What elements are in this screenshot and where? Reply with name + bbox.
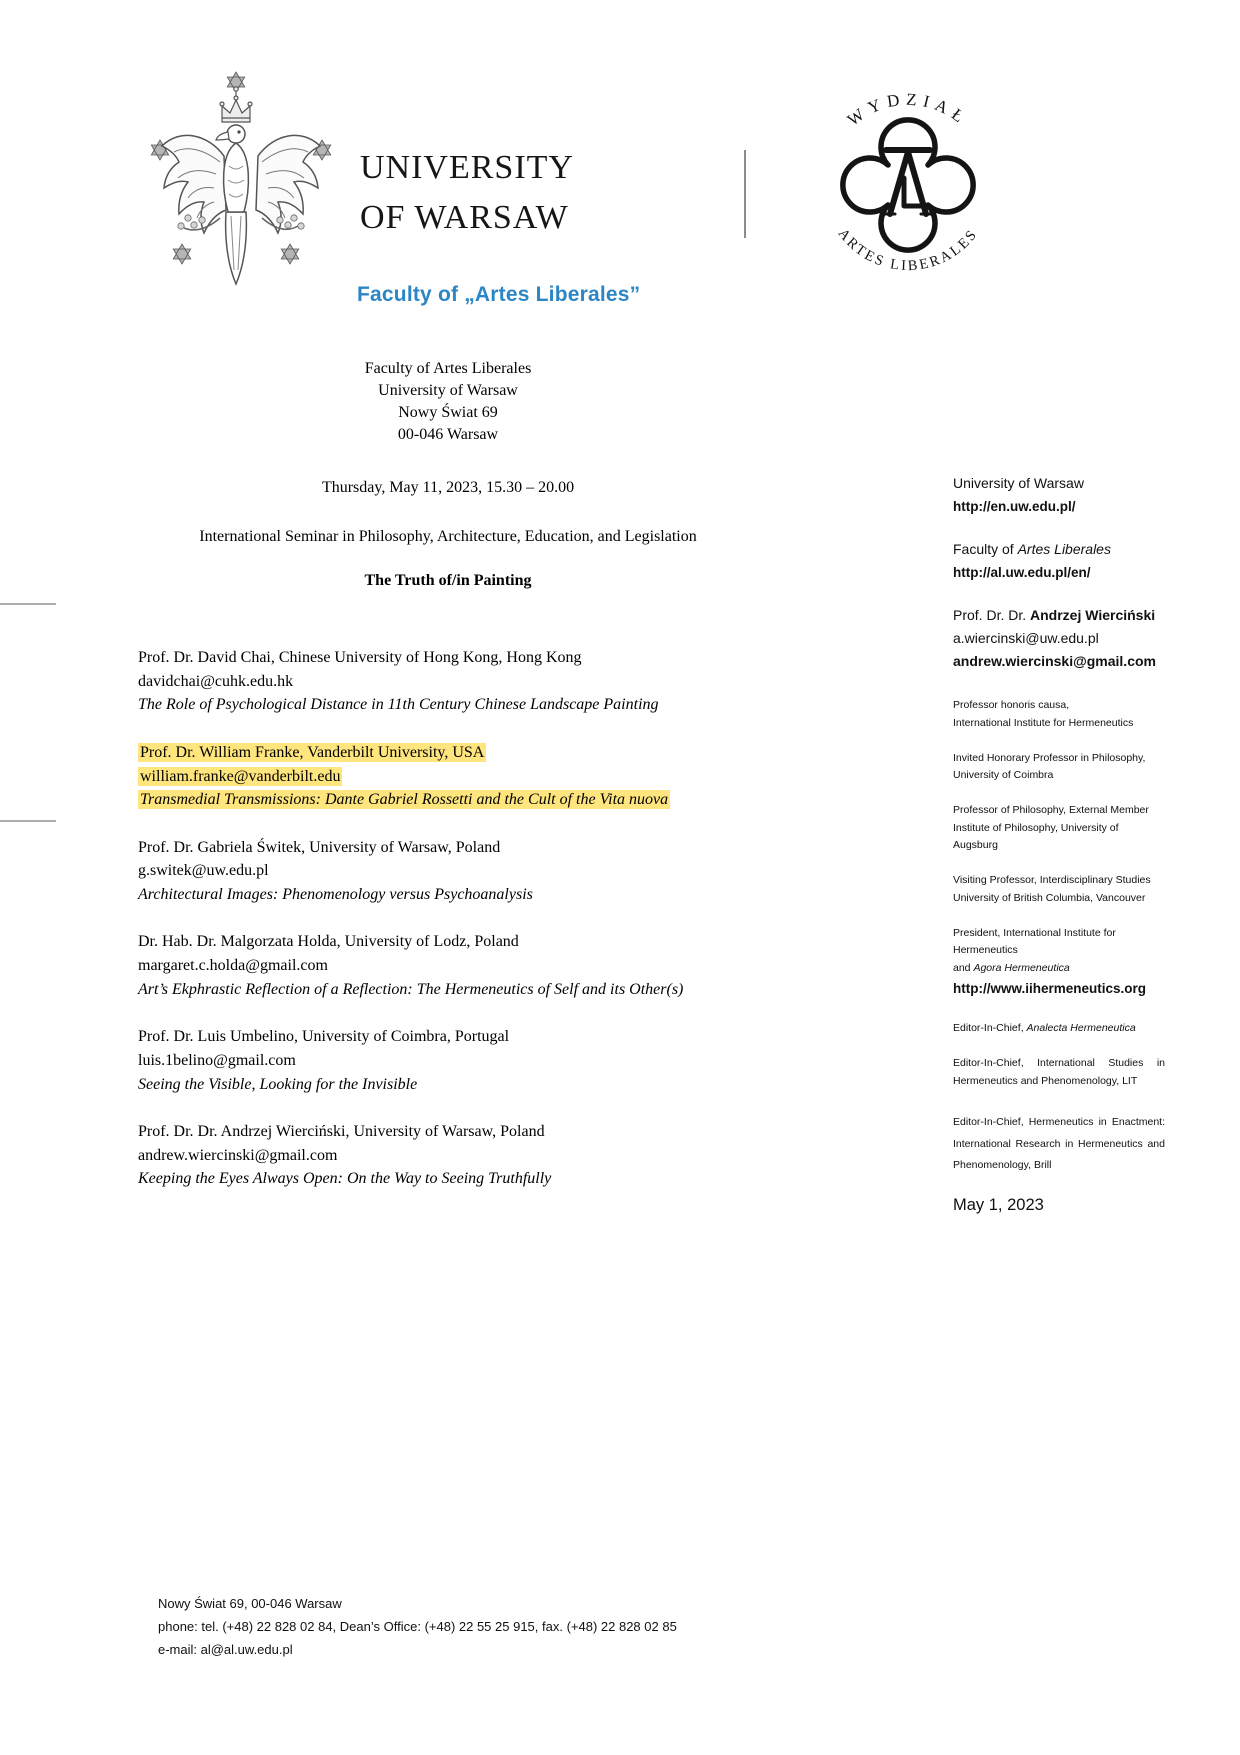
speaker-email: davidchai@cuhk.edu.hk xyxy=(138,672,294,690)
uw-eagle-logo xyxy=(150,70,332,312)
sidebar-credential: Professor honoris causa, International Institute for Hermeneutics xyxy=(953,699,1134,729)
sidebar-person-email-uw: a.wiercinski@uw.edu.pl xyxy=(953,630,1099,646)
speaker-name: Prof. Dr. William Franke, Vanderbilt University, USA xyxy=(140,743,485,761)
seminar-series-title: International Seminar in Philosophy, Architecture, Education, and Legislation xyxy=(199,528,697,545)
address-line: 00-046 Warsaw xyxy=(397,426,499,443)
sidebar-date: May 1, 2023 xyxy=(953,1196,1044,1214)
speaker-talk-title: Architectural Images: Phenomenology versus Psychoanalysis xyxy=(138,886,533,903)
seal-bottom-text: ARTES LIBERALES xyxy=(834,225,982,275)
address-line: Faculty of Artes Liberales xyxy=(364,360,532,377)
speaker-name: Prof. Dr. David Chai, Chinese University of Hong Kong, Hong Kong xyxy=(138,649,582,666)
footer-phone: phone: tel. (+48) 22 828 02 84, Dean’s Office: (+48) 22 55 25 915, fax. (+48) 22 828 02 85 xyxy=(158,1619,677,1634)
speaker-email: luis.1belino@gmail.com xyxy=(138,1051,296,1069)
university-wordmark-line1: UNIVERSITY xyxy=(360,149,574,186)
speaker-email: andrew.wiercinski@gmail.com xyxy=(138,1146,338,1164)
speaker-name: Prof. Dr. Luis Umbelino, University of Coimbra, Portugal xyxy=(138,1028,510,1046)
speaker-entry xyxy=(138,930,878,1001)
faculty-name-heading: Faculty of „Artes Liberales” xyxy=(357,283,641,306)
event-title: The Truth of/in Painting xyxy=(364,572,532,589)
speaker-entry-highlighted xyxy=(138,741,878,812)
fold-mark xyxy=(0,603,56,605)
svg-text:WYDZIAŁ xyxy=(844,90,973,130)
speaker-talk-title: Art’s Ekphrastic Reflection of a Reflection: The Hermeneutics of Self and its Other(s) xyxy=(138,980,684,998)
speaker-name: Dr. Hab. Dr. Malgorzata Holda, University of Lodz, Poland xyxy=(138,933,519,951)
sidebar xyxy=(953,472,1165,1217)
seal-top-text: WYDZIAŁ xyxy=(843,89,973,130)
sidebar-credential: Visiting Professor, Interdisciplinary Studies University of British Columbia, Vancouver xyxy=(953,874,1151,904)
footer xyxy=(158,1592,677,1661)
speaker-entry xyxy=(138,1120,878,1191)
sidebar-faculty-name: Faculty of Artes Liberales xyxy=(953,541,1111,557)
eagle-beak xyxy=(216,132,229,140)
speaker-entry xyxy=(138,836,878,907)
sidebar-credential: Invited Honorary Professor in Philosophy, University of Coimbra xyxy=(953,751,1146,781)
sidebar-person-email-gmail: andrew.wiercinski@gmail.com xyxy=(953,653,1156,669)
speaker-talk-title: Transmedial Transmissions: Dante Gabriel Rossetti and the Cult of the Vita nuova xyxy=(140,791,669,809)
header-divider xyxy=(744,150,746,238)
eagle-crown xyxy=(220,87,252,122)
speaker-name: Prof. Dr. Dr. Andrzej Wierciński, University of Warsaw, Poland xyxy=(138,1122,545,1140)
sidebar-iih-url: http://www.iihermeneutics.org xyxy=(953,981,1147,996)
seal-monogram-strokes xyxy=(885,150,931,214)
sidebar-credential: Editor-In-Chief, International Studies in Hermeneutics and Phenomenology, LIT xyxy=(953,1057,1165,1087)
speaker-entry xyxy=(138,1025,878,1096)
sidebar-university-url: http://en.uw.edu.pl/ xyxy=(953,499,1076,514)
eagle-head xyxy=(227,125,245,143)
speaker-email: william.franke@vanderbilt.edu xyxy=(140,767,341,785)
sidebar-credential: Professor of Philosophy, External Member Institute of Philosophy, University of Augsburg xyxy=(953,804,1149,851)
fold-mark xyxy=(0,820,56,822)
eagle-tail xyxy=(226,212,247,284)
speaker-entry xyxy=(138,646,878,717)
university-wordmark-line2: OF WARSAW xyxy=(360,199,569,236)
speaker-email: margaret.c.holda@gmail.com xyxy=(138,957,328,975)
speaker-email: g.switek@uw.edu.pl xyxy=(138,862,269,880)
sidebar-credential: President, International Institute for Hermeneutics and Agora Hermeneutica xyxy=(953,926,1116,974)
sidebar-university-name: University of Warsaw xyxy=(953,475,1084,491)
sidebar-credential: Editor-In-Chief, Hermeneutics in Enactment: International Research in Hermeneutics and Phenomenology, Brill xyxy=(953,1116,1165,1171)
sidebar-faculty-url: http://al.uw.edu.pl/en/ xyxy=(953,565,1091,580)
address-line: University of Warsaw xyxy=(378,382,518,399)
address-line: Nowy Świat 69 xyxy=(398,404,498,421)
speaker-talk-title: Keeping the Eyes Always Open: On the Way to Seeing Truthfully xyxy=(138,1170,552,1188)
speakers-list xyxy=(138,646,878,1215)
speaker-talk-title: The Role of Psychological Distance in 11th Century Chinese Landscape Painting xyxy=(138,696,659,714)
university-wordmark xyxy=(360,143,574,243)
eagle-body xyxy=(224,143,249,212)
speaker-talk-title: Seeing the Visible, Looking for the Invisible xyxy=(138,1075,418,1093)
event-datetime: Thursday, May 11, 2023, 15.30 – 20.00 xyxy=(321,479,575,496)
address-block xyxy=(48,358,848,446)
seal-quatrefoil xyxy=(843,120,973,250)
faculty-seal xyxy=(803,80,1013,290)
sidebar-person-name: Prof. Dr. Dr. Andrzej Wierciński xyxy=(953,607,1156,623)
footer-email: e-mail: al@al.uw.edu.pl xyxy=(158,1642,293,1657)
footer-address: Nowy Świat 69, 00-046 Warsaw xyxy=(158,1596,342,1611)
speaker-name: Prof. Dr. Gabriela Świtek, University of Warsaw, Poland xyxy=(138,838,501,856)
sidebar-credential: Editor-In-Chief, Analecta Hermeneutica xyxy=(953,1022,1136,1034)
